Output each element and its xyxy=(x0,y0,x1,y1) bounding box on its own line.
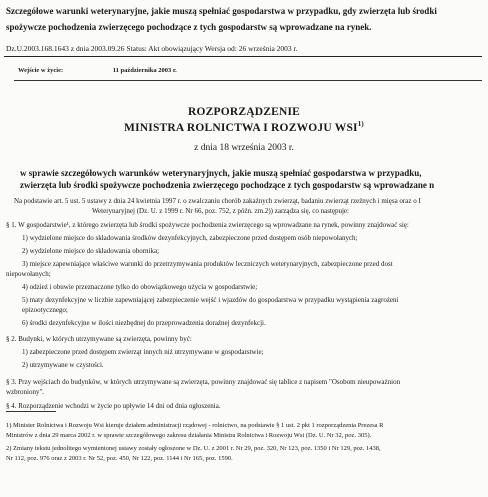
paragraph-1-item-1: 1) wydzielone miejsce do składowania środków dezynfekcyjnych, zabezpieczone przed dostępem osób niepowołanych; xyxy=(22,234,358,242)
paragraph-1-item-6: 6) środki dezynfekcyjne w ilości niezbędnej do przeprowadzenia doraźnej dezynfekcji. xyxy=(22,319,266,327)
issuer-name: MINISTRA ROLNICTWA I ROZWOJU WSI xyxy=(124,121,358,134)
subject-line-2: zwierzęta lub środki spożywcze pochodzenia zwierzęcego pochodzące z tych gospodarstw są wprowadzane n xyxy=(20,180,435,190)
footnote-1-line-1: 1) Minister Rolnictwa i Rozwoju Wsi kieruje działem administracji rządowej - rolnictwo, na podstawie § 1 ust. 2 pkt 1 rozporządzenia Prezesa R xyxy=(6,422,384,429)
act-type-heading: ROZPORZĄDZENIE xyxy=(187,106,301,118)
header-title xyxy=(6,6,437,32)
paragraph-1-item-5-cont: epizootycznego; xyxy=(22,306,68,314)
entry-label: Wejście w życie: xyxy=(18,67,64,74)
paragraph-1-item-5: 5) maty dezynfekcyjne w liczbie zapewniającej zabezpieczenie wejść i wjazdów do gospodarstwa w przypadku wystąpienia zagrożeni xyxy=(22,296,399,304)
paragraph-1-intro: § 1. W gospodarstwie¹, z którego zwierzęta lub środki spożywcze pochodzenia zwierzęcego są wprowadzane na rynek, powinny znajdować się: xyxy=(6,221,409,229)
paragraph-1-item-2: 2) wydzielone miejsce do składowania obornika; xyxy=(22,247,160,255)
paragraph-1-item-3-cont: niepowołanych; xyxy=(6,270,51,278)
legal-basis-line-2: Weterynaryjnej (Dz. U. z 1999 r. Nr 66, poz. 752, z późn. zm.2)) zarządza się, co następuje: xyxy=(92,207,349,215)
paragraph-4: § 4. Rozporządzenie wchodzi w życie po upływie 14 dni od dnia ogłoszenia. xyxy=(6,402,221,410)
paragraph-3-line-2: wzbroniony". xyxy=(6,388,45,396)
paragraph-3-line-1: § 3. Przy wejściach do budynków, w których utrzymywane są zwierzęta, powinny znajdować się tablice z napisem "Osobom nieupoważnion xyxy=(6,378,401,386)
entry-divider xyxy=(14,80,482,81)
legal-basis-line-1: Na podstawie art. 5 ust. 5 ustawy z dnia 24 kwietnia 1997 r. o zwalczaniu chorób zakaźnych zwierząt, badaniu zwierząt rzeźnych i mięsa oraz o I xyxy=(14,197,421,205)
header-meta: Dz.U.2003.168.1643 z dnia 2003.09.26 Status: Akt obowiązujący Wersja od: 26 września 2003 r. xyxy=(6,44,298,53)
footnote-1-line-2: Ministrów z dnia 29 marca 2002 r. w sprawie szczegółowego zakresu działania Ministra Rolnictwa i Rozwoju Wsi (Dz. U. Nr 32, poz. 305). xyxy=(6,432,372,439)
entry-into-force xyxy=(18,67,177,74)
paragraph-2-item-2: 2) utrzymywane w czystości. xyxy=(22,361,104,369)
footnote-2-line-1: 2) Zmiany tekstu jednolitego wymienionej ustawy zostały ogłoszone w Dz. U. z 2001 r. Nr 29, poz. 320, Nr 123, poz. 1350 i Nr 129, poz. 1438, xyxy=(6,445,381,452)
legal-basis xyxy=(14,196,421,216)
paragraph-1-item-4: 4) odzież i obuwie przeznaczone tylko do obowiązkowego użycia w gospodarstwie; xyxy=(22,283,258,291)
act-subject xyxy=(20,167,434,191)
paragraph-2-item-1: 1) zabezpieczone przed dostępem zwierząt innych niż utrzymywane w gospodarstwie; xyxy=(22,348,264,356)
paragraph-2-intro: § 2. Budynki, w których utrzymywane są zwierzęta, powinny być: xyxy=(6,335,192,343)
subject-line-1: w sprawie szczegółowych warunków weterynaryjnych, jakie muszą spełniać gospodarstwa w przypadku, xyxy=(20,168,422,178)
paragraph-1-item-3: 3) miejsce zapewniające właściwe warunki do przetrzymywania produktów leczniczych weterynaryjnych, zabezpieczone przed dost xyxy=(22,260,393,268)
act-date: z dnia 18 września 2003 r. xyxy=(194,143,294,153)
footnotes-divider xyxy=(6,411,56,412)
issuer-footnote-mark: 1) xyxy=(357,120,364,128)
issuer-heading xyxy=(0,120,488,134)
entry-date: 11 października 2003 r. xyxy=(112,67,177,74)
header-title-line-1: Szczegółowe warunki weterynaryjne, jakie muszą spełniać gospodarstwa w przypadku, gdy zwierzęta lub środki xyxy=(6,6,437,16)
header-title-line-2: spożywcze pochodzenia zwierzęcego pochodzące z tych gospodarstw są wprowadzane na rynek. xyxy=(6,22,372,32)
header-divider xyxy=(4,56,482,57)
footnote-2-line-2: Nr 112, poz. 976 oraz z 2003 r. Nr 52, poz. 450, Nr 122, poz. 1144 i Nr 165, poz. 1590. xyxy=(6,455,233,462)
